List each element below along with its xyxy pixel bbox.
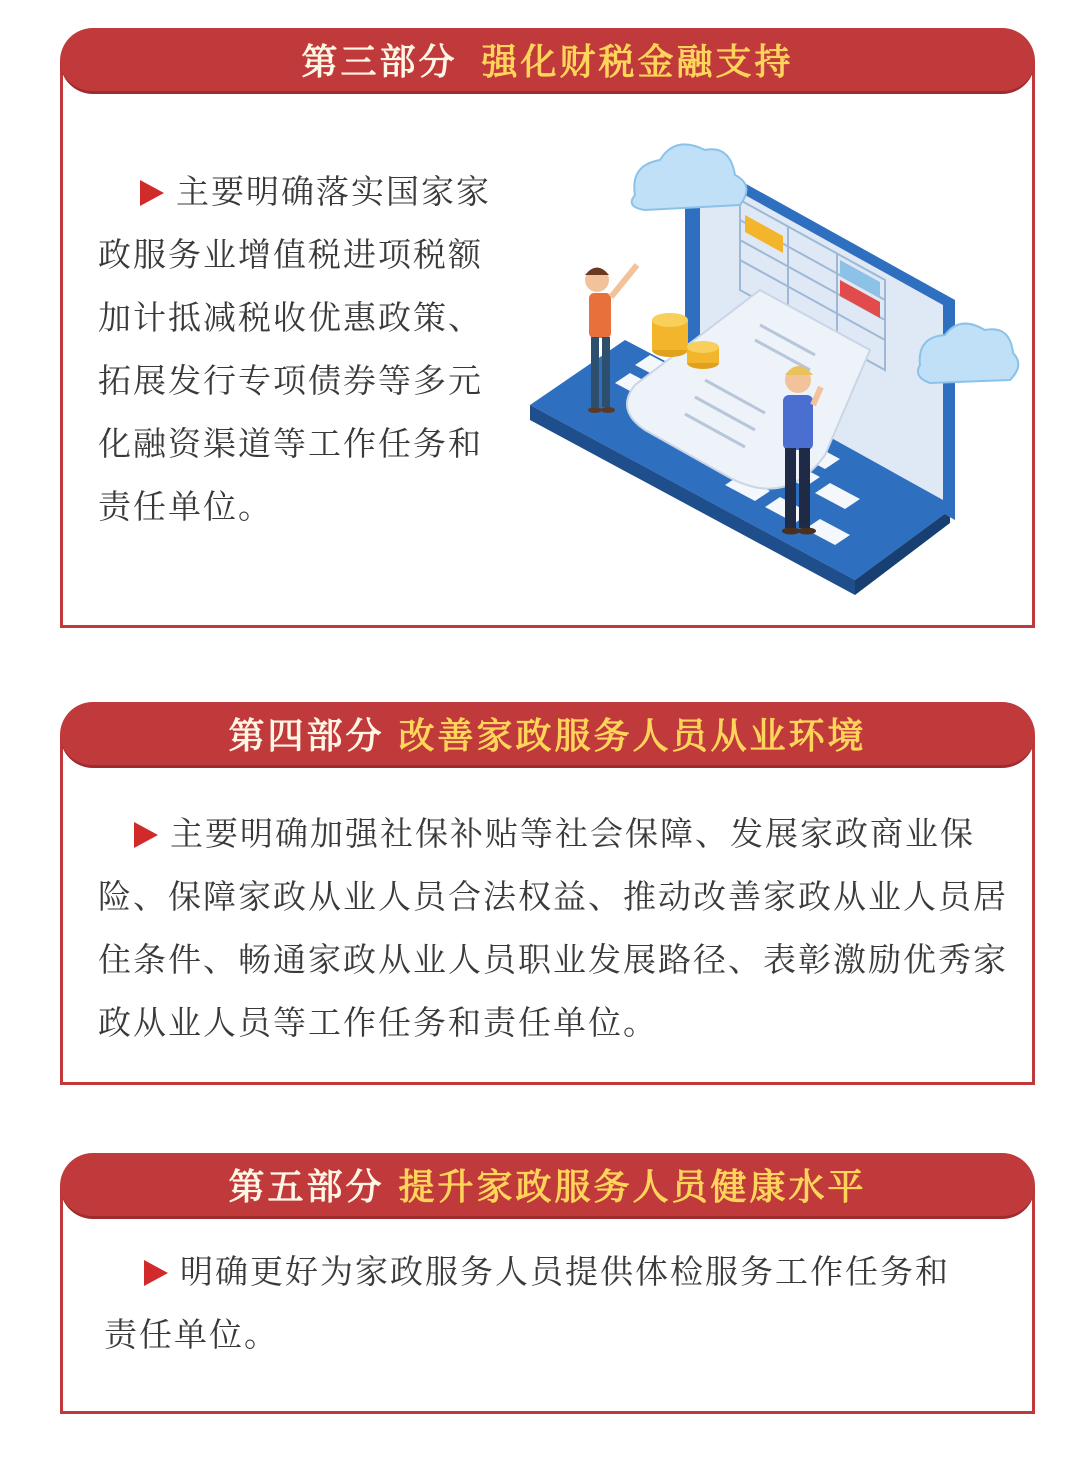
text-line: 险、保障家政从业人员合法权益、推动改善家政从业人员居	[98, 877, 1008, 916]
text-line: 责任单位。	[98, 487, 273, 526]
text-line: 明确更好为家政服务人员提供体检服务工作任务和	[180, 1252, 950, 1291]
bullet-icon	[134, 822, 158, 848]
section-5-text	[104, 1240, 1004, 1366]
section-banner	[60, 702, 1035, 768]
part-label: 第三部分	[301, 42, 458, 83]
section-3-text	[98, 160, 528, 538]
bullet-icon	[144, 1260, 168, 1286]
text-line: 责任单位。	[104, 1315, 279, 1354]
text-line: 主要明确加强社保补贴等社会保障、发展家政商业保	[170, 814, 975, 853]
text-line: 住条件、畅通家政从业人员职业发展路径、表彰激励优秀家	[98, 940, 1008, 979]
section-banner	[60, 1153, 1035, 1219]
text-line: 政服务业增值税进项税额	[98, 235, 483, 274]
bullet-icon	[140, 180, 164, 206]
part-topic: 改善家政服务人员从业环境	[398, 716, 867, 757]
laptop-finance-illustration	[525, 125, 1025, 595]
part-label: 第五部分	[228, 1167, 385, 1208]
text-line: 化融资渠道等工作任务和	[98, 424, 483, 463]
text-line: 拓展发行专项债券等多元	[98, 361, 483, 400]
part-topic: 强化财税金融支持	[481, 42, 794, 83]
text-line: 政从业人员等工作任务和责任单位。	[98, 1003, 658, 1042]
section-4-text	[98, 802, 1013, 1054]
text-line: 加计抵减税收优惠政策、	[98, 298, 483, 337]
part-label: 第四部分	[228, 716, 385, 757]
part-topic: 提升家政服务人员健康水平	[398, 1167, 867, 1208]
section-banner	[60, 28, 1035, 94]
text-line: 主要明确落实国家家	[176, 172, 491, 211]
